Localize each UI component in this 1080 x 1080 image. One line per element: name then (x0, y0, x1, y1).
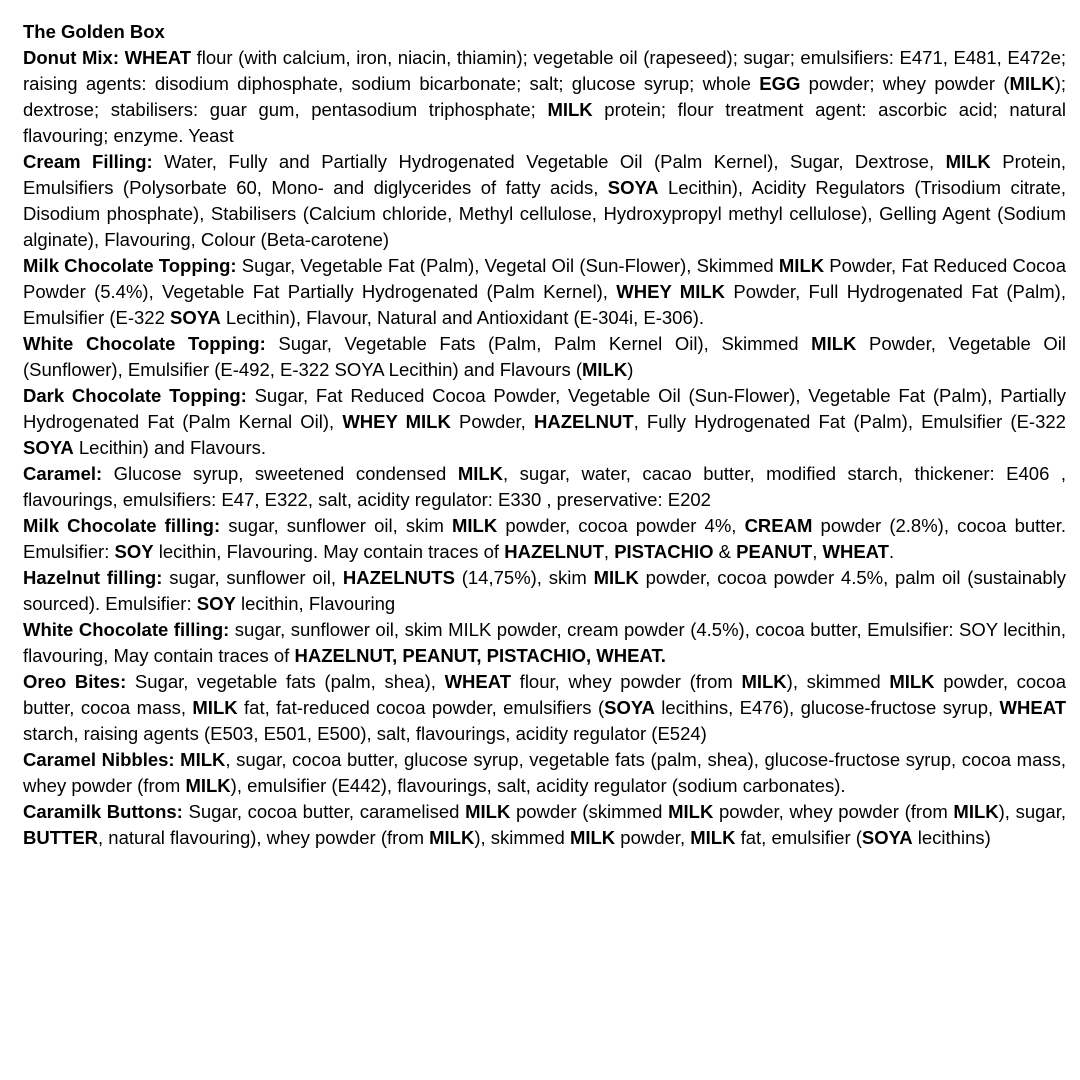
body-text: Sugar, vegetable fats (palm, shea), (126, 671, 445, 692)
emphasis-text: MILK (185, 775, 231, 796)
emphasis-text: HAZELNUTS (342, 567, 455, 588)
body-text: ); dextrose; stabilisers: guar gum, pentasodium triphosphate; (23, 73, 1067, 120)
body-text: ), skimmed (474, 827, 570, 848)
emphasis-text: MILK (569, 827, 616, 848)
ingredient-sections (23, 45, 1066, 851)
emphasis-text: MILK (457, 463, 504, 484)
ingredient-section-oreo-bites (23, 669, 1066, 747)
body-text: Glucose syrup, sweetened condensed (102, 463, 458, 484)
emphasis-text: WHEAT (822, 541, 889, 562)
emphasis-text: EGG (759, 73, 801, 94)
body-text: Sugar, Vegetable Fats (Palm, Palm Kernel Oil), Skimmed (265, 333, 812, 354)
emphasis-text: SOYA (23, 437, 74, 458)
body-text: , natural flavouring), whey powder (from (98, 827, 430, 848)
emphasis-text: WHEY MILK (342, 411, 451, 432)
body-text: lecithin, Flavouring. May contain traces of (153, 541, 505, 562)
body-text: protein; flour treatment agent: ascorbic acid; natural flavouring; enzyme. Yeast (23, 99, 1067, 146)
body-text: Lecithin), Acidity Regulators (Trisodium citrate, Disodium phosphate), Stabilisers (Calcium chloride, Methyl cellulose, Hydroxypropyl methyl cellulose), Gelling Agent (Sodium alginate), Flavouring, Colour (Beta-carotene) (23, 177, 1066, 250)
emphasis-text: MILK (953, 801, 999, 822)
emphasis-text: MILK (945, 151, 991, 172)
ingredient-section-milk-chocolate-filling (23, 513, 1066, 565)
ingredients-sheet (23, 19, 1066, 851)
body-text: , (812, 541, 823, 562)
emphasis-text: WHEAT (124, 47, 192, 68)
body-text: ), skimmed (786, 671, 890, 692)
emphasis-text: WHEY MILK (616, 281, 726, 302)
emphasis-text: SOY (114, 541, 154, 562)
emphasis-text: WHEAT (999, 697, 1066, 718)
emphasis-text: MILK (811, 333, 857, 354)
body-text: . (888, 541, 895, 562)
emphasis-text: White Chocolate Topping: (23, 333, 266, 354)
emphasis-text: BUTTER (23, 827, 99, 848)
body-text: ), emulsifier (E442), flavourings, salt, acidity regulator (sodium carbonates). (230, 775, 846, 796)
body-text: Powder, (450, 411, 534, 432)
emphasis-text: CREAM (744, 515, 813, 536)
emphasis-text: SOYA (861, 827, 913, 848)
emphasis-text: HAZELNUT, PEANUT, PISTACHIO, WHEAT. (294, 645, 666, 666)
body-text: powder, (615, 827, 691, 848)
body-text: Lecithin) and Flavours. (73, 437, 267, 458)
body-text: Powder, Fat Reduced Cocoa Powder (5.4%), Vegetable Fat Partially Hydrogenated (Palm Kernel), (23, 255, 1066, 302)
emphasis-text: PEANUT (736, 541, 813, 562)
body-text: , Fully Hydrogenated Fat (Palm), Emulsifier (E-322 (633, 411, 1066, 432)
emphasis-text: Milk Chocolate filling: (23, 515, 221, 536)
ingredient-section-caramel-nibbles (23, 747, 1066, 799)
body-text: lecithin, Flavouring (235, 593, 396, 614)
emphasis-text: MILK (547, 99, 593, 120)
ingredient-section-cream-filling (23, 149, 1066, 253)
emphasis-text: SOYA (170, 307, 221, 328)
emphasis-text: SOYA (607, 177, 659, 198)
emphasis-text: MILK (582, 359, 628, 380)
page-title: The Golden Box (23, 21, 165, 42)
body-text: , sugar, water, cacao butter, modified starch, thickener: E406 , flavourings, emulsifiers: E47, E322, salt, acidity regulator: E330 , preservative: E202 (23, 463, 1066, 510)
ingredient-section-caramel (23, 461, 1066, 513)
emphasis-text: Hazelnut filling: (23, 567, 163, 588)
ingredient-section-milk-chocolate-topping (23, 253, 1066, 331)
emphasis-text: MILK (452, 515, 498, 536)
emphasis-text: MILK (192, 697, 238, 718)
body-text: flour (with calcium, iron, niacin, thiamin); vegetable oil (rapeseed); sugar; emulsifiers: E471, E481, E472e; raising agents: disodium diphosphate, sodium bicarbonate; salt; glucose syrup; whole (23, 47, 1066, 94)
emphasis-text: SOYA (604, 697, 655, 718)
body-text: Sugar, Fat Reduced Cocoa Powder, Vegetable Oil (Sun-Flower), Vegetable Fat (Palm), Partially Hydrogenated Fat (Palm Kernal Oil), (23, 385, 1066, 432)
body-text: Powder, Full Hydrogenated Fat (Palm), Emulsifier (E-322 (23, 281, 1066, 328)
body-text: Powder, Vegetable Oil (Sunflower), Emulsifier (E-492, E-322 SOYA Lecithin) and Flavours ( (23, 333, 1067, 380)
ingredient-section-dark-chocolate-topping (23, 383, 1066, 461)
body-text: Protein, Emulsifiers (Polysorbate 60, Mono- and diglycerides of fatty acids, (23, 151, 1066, 198)
body-text: starch, raising agents (E503, E501, E500), salt, flavourings, acidity regulator (E524) (23, 723, 707, 744)
body-text: lecithins) (912, 827, 991, 848)
emphasis-text: MILK (690, 827, 736, 848)
body-text: (14,75%), skim (454, 567, 594, 588)
body-text: & (713, 541, 737, 562)
body-text: powder, whey powder (from (713, 801, 954, 822)
emphasis-text: Donut Mix: (23, 47, 125, 68)
body-text: fat, emulsifier ( (735, 827, 862, 848)
emphasis-text: Oreo Bites: (23, 671, 127, 692)
body-text: powder, cocoa butter, cocoa mass, (23, 671, 1067, 718)
body-text: sugar, sunflower oil, skim MILK powder, cream powder (4.5%), cocoa butter, Emulsifier: SOY lecithin, flavouring, May contain traces of (23, 619, 1066, 666)
ingredient-section-caramilk-buttons (23, 799, 1066, 851)
emphasis-text: White Chocolate filling: (23, 619, 230, 640)
ingredient-section-white-chocolate-topping (23, 331, 1066, 383)
body-text: fat, fat-reduced cocoa powder, emulsifiers ( (237, 697, 605, 718)
emphasis-text: Caramilk Buttons: (23, 801, 183, 822)
ingredient-section-hazelnut-filling (23, 565, 1066, 617)
emphasis-text: WHEAT (444, 671, 512, 692)
emphasis-text: MILK (1009, 73, 1055, 94)
emphasis-text: PISTACHIO (614, 541, 714, 562)
body-text: Lecithin), Flavour, Natural and Antioxidant (E-304i, E-306). (220, 307, 705, 328)
body-text: sugar, sunflower oil, skim (220, 515, 452, 536)
emphasis-text: MILK (889, 671, 935, 692)
body-text: ) (627, 359, 634, 380)
body-text: powder (skimmed (510, 801, 669, 822)
emphasis-text: Dark Chocolate Topping: (23, 385, 247, 406)
emphasis-text: HAZELNUT (533, 411, 634, 432)
body-text: powder, cocoa powder 4.5%, palm oil (sustainably sourced). Emulsifier: (23, 567, 1067, 614)
emphasis-text: MILK (668, 801, 714, 822)
ingredient-section-white-chocolate-filling (23, 617, 1066, 669)
body-text: , sugar, cocoa butter, glucose syrup, vegetable fats (palm, shea), glucose-fructose syrup, cocoa mass, whey powder (from (23, 749, 1066, 796)
emphasis-text: HAZELNUT (504, 541, 604, 562)
body-text: lecithins, E476), glucose-fructose syrup, (654, 697, 1000, 718)
emphasis-text: MILK (465, 801, 511, 822)
emphasis-text: Milk Chocolate Topping: (23, 255, 237, 276)
body-text: sugar, sunflower oil, (162, 567, 343, 588)
body-text: Water, Fully and Partially Hydrogenated Vegetable Oil (Palm Kernel), Sugar, Dextrose, (152, 151, 946, 172)
emphasis-text: MILK (180, 749, 226, 770)
body-text: flour, whey powder (from (511, 671, 742, 692)
emphasis-text: MILK (778, 255, 825, 276)
body-text: Sugar, Vegetable Fat (Palm), Vegetal Oil (Sun-Flower), Skimmed (236, 255, 779, 276)
body-text: powder, cocoa powder 4%, (497, 515, 745, 536)
emphasis-text: MILK (593, 567, 639, 588)
body-text: powder; whey powder ( (800, 73, 1010, 94)
body-text: , (603, 541, 615, 562)
emphasis-text: MILK (429, 827, 475, 848)
emphasis-text: Caramel Nibbles: (23, 749, 181, 770)
ingredient-section-donut-mix (23, 45, 1066, 149)
emphasis-text: Caramel: (23, 463, 103, 484)
emphasis-text: Cream Filling: (23, 151, 153, 172)
body-text: powder (2.8%), cocoa butter. Emulsifier: (23, 515, 1066, 562)
body-text: Sugar, cocoa butter, caramelised (182, 801, 466, 822)
body-text: ), sugar, (998, 801, 1066, 822)
emphasis-text: MILK (741, 671, 787, 692)
emphasis-text: SOY (196, 593, 236, 614)
